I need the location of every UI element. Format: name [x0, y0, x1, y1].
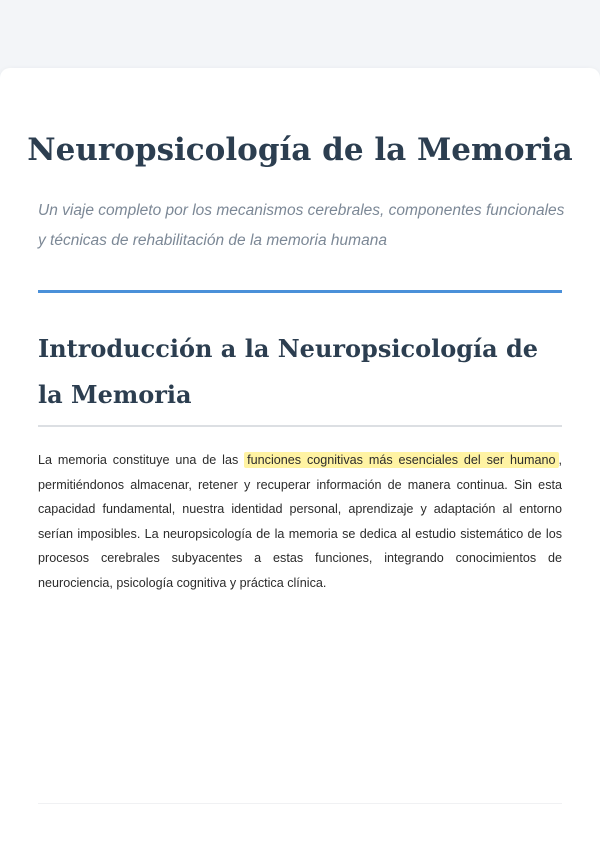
section-heading: Introducción a la Neuropsicología de la Memoria [38, 334, 539, 409]
paragraph-text-end: , permitiéndonos almacenar, retener y recuperar información de manera continua. Sin esta capacidad fundamental, nuestra identidad personal, aprendizaje y adaptación al entorno serían imposibles. La neuropsicología de la memoria se dedica al estudio sistemático de los procesos cerebrales subyacentes a estas funciones, integrando conocimientos de neurociencia, psicología cognitiva y práctica clínica. [38, 453, 562, 590]
section-divider [38, 425, 562, 427]
intro-paragraph [38, 448, 562, 595]
page-subtitle: Un viaje completo por los mecanismos cerebrales, componentes funcionales y técnicas de rehabilitación de la memoria humana [38, 202, 565, 249]
title-divider [38, 290, 562, 293]
bottom-divider [38, 803, 562, 804]
page-title: Neuropsicología de la Memoria [27, 132, 573, 168]
document-page [0, 68, 600, 848]
highlighted-phrase: funciones cognitivas más esenciales del ser humano [244, 452, 558, 468]
paragraph-text-start: La memoria constituye una de las [38, 453, 245, 467]
